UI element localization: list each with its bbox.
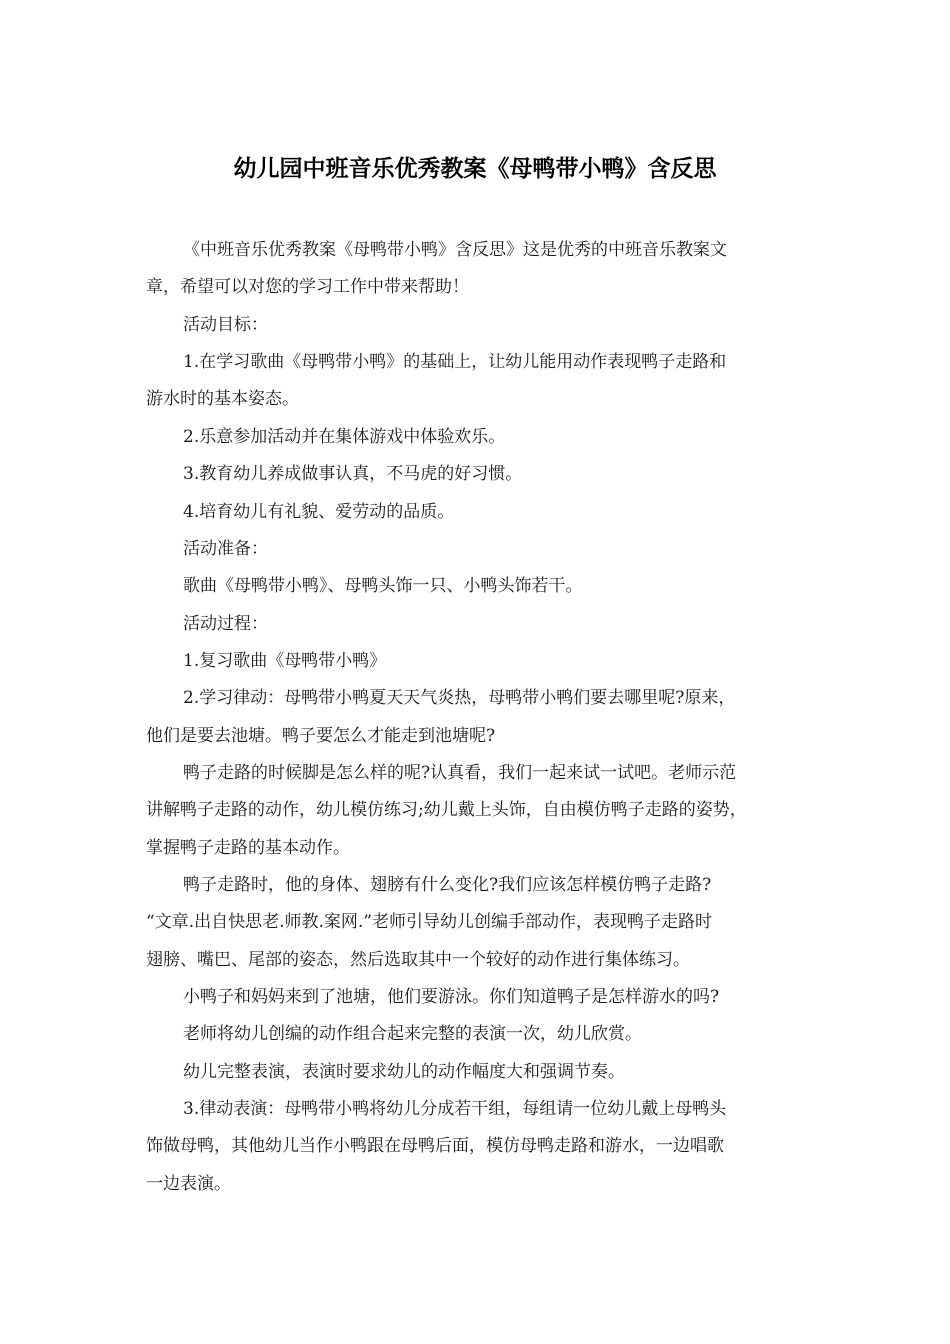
text-line: 活动准备：: [183, 539, 268, 559]
text-line: 1.在学习歌曲《母鸭带小鸭》的基础上，让幼儿能用动作表现鸭子走路和: [183, 352, 727, 372]
text-line: 3.律动表演：母鸭带小鸭将幼儿分成若干组，每组请一位幼儿戴上母鸭头: [183, 1099, 727, 1119]
text-line: 1.复习歌曲《母鸭带小鸭》: [183, 651, 387, 671]
text-line: “文章.出自快思老.师教.案网.”老师引导幼儿创编手部动作，表现鸭子走路时: [146, 912, 712, 932]
text-line: 饰做母鸭，其他幼儿当作小鸭跟在母鸭后面，模仿母鸭走路和游水，一边唱歌: [146, 1136, 724, 1156]
text-line: 活动目标：: [183, 315, 268, 335]
text-line: 小鸭子和妈妈来到了池塘，他们要游泳。你们知道鸭子是怎样游水的吗?: [183, 987, 720, 1007]
text-line: 鸭子走路的时候脚是怎么样的呢?认真看，我们一起来试一试吧。老师示范: [183, 763, 737, 783]
text-line: 鸭子走路时，他的身体、翅膀有什么变化?我们应该怎样模仿鸭子走路?: [183, 875, 712, 895]
text-line: 歌曲《母鸭带小鸭》、母鸭头饰一只、小鸭头饰若干。: [183, 576, 583, 596]
text-line: 一边表演。: [146, 1174, 231, 1194]
text-line: 老师将幼儿创编的动作组合起来完整的表演一次，幼儿欣赏。: [183, 1024, 642, 1044]
text-line: 幼儿完整表演，表演时要求幼儿的动作幅度大和强调节奏。: [183, 1062, 625, 1082]
text-line: 活动过程：: [183, 614, 268, 634]
text-line: 翅膀、嘴巴、尾部的姿态，然后选取其中一个较好的动作进行集体练习。: [146, 950, 690, 970]
text-line: 3.教育幼儿养成做事认真，不马虎的好习惯。: [183, 464, 523, 484]
text-line: 讲解鸭子走路的动作，幼儿模仿练习;幼儿戴上头饰，自由模仿鸭子走路的姿势，: [146, 800, 747, 820]
text-line: 掌握鸭子走路的基本动作。: [146, 838, 350, 858]
text-line: 游水时的基本姿态。: [146, 389, 299, 409]
text-line: 2.乐意参加活动并在集体游戏中体验欢乐。: [183, 427, 506, 447]
text-line: 章，希望可以对您的学习工作中带来帮助！: [146, 277, 469, 297]
text-line: 《中班音乐优秀教案《母鸭带小鸭》含反思》这是优秀的中班音乐教案文: [183, 240, 727, 260]
text-line: 4.培育幼儿有礼貌、爱劳动的品质。: [183, 502, 455, 522]
text-line: 2.学习律动：母鸭带小鸭夏天天气炎热，母鸭带小鸭们要去哪里呢?原来，: [183, 688, 736, 708]
document-title: 幼儿园中班音乐优秀教案《母鸭带小鸭》含反思: [233, 156, 717, 182]
text-line: 他们是要去池塘。鸭子要怎么才能走到池塘呢?: [146, 726, 496, 746]
